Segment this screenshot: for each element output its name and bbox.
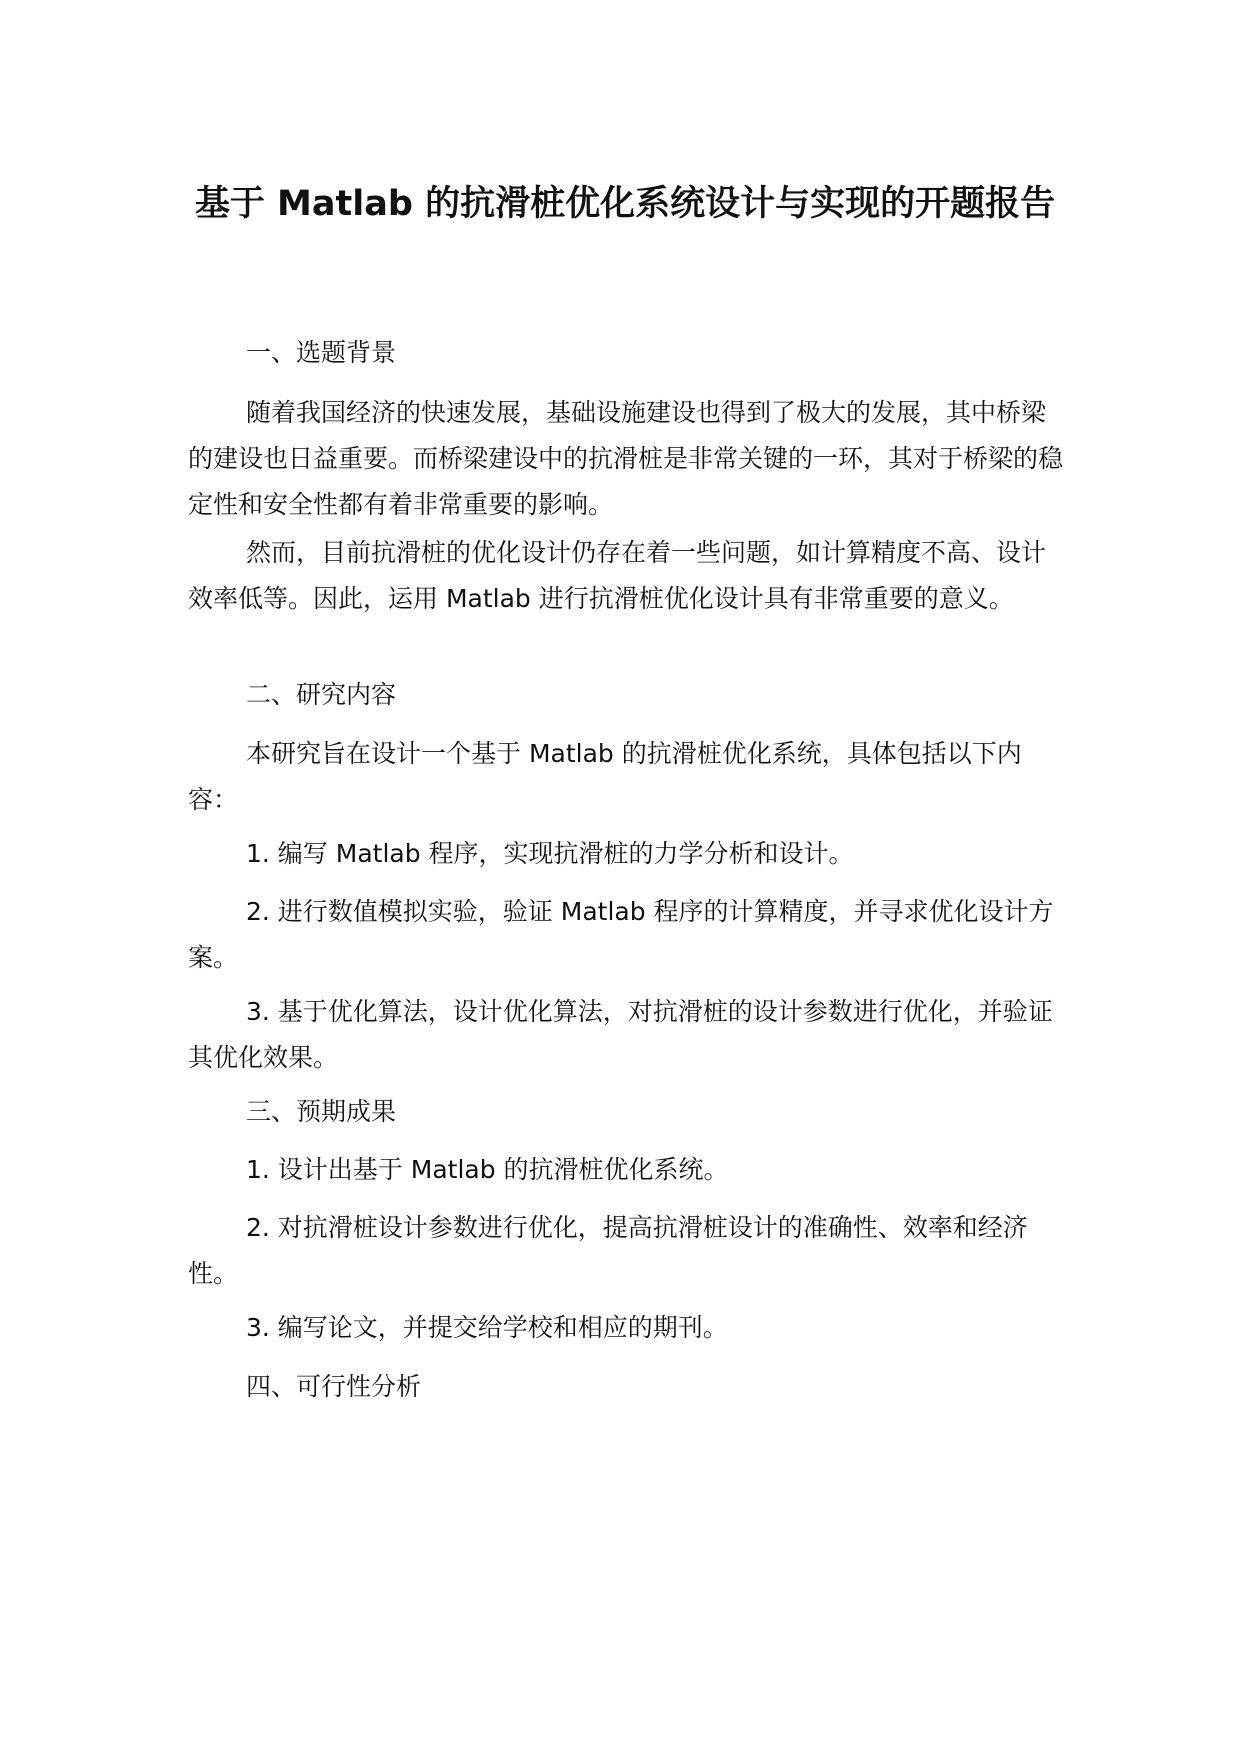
list-item-research-2: 2. 进行数值模拟实验，验证 Matlab 程序的计算精度，并寻求优化设计方案。 xyxy=(188,897,1054,972)
list-item-results-1: 1. 设计出基于 Matlab 的抗滑桩优化系统。 xyxy=(246,1155,729,1184)
paragraph-background-1: 随着我国经济的快速发展，基础设施建设也得到了极大的发展，其中桥梁的建设也日益重要。而桥梁建设中的抗滑桩是非常关键的一环，其对于桥梁的稳定性和安全性都有着非常重要的影响。 xyxy=(188,398,1064,519)
section-heading-expected-results: 三、预期成果 xyxy=(246,1097,397,1126)
section-heading-research-content: 二、研究内容 xyxy=(246,680,397,709)
list-item-research-3: 3. 基于优化算法，设计优化算法，对抗滑桩的设计参数进行优化，并验证其优化效果。 xyxy=(188,997,1053,1072)
paragraph-background-2: 然而，目前抗滑桩的优化设计仍存在着一些问题，如计算精度不高、设计效率低等。因此，运用 Matlab 进行抗滑桩优化设计具有非常重要的意义。 xyxy=(188,538,1047,613)
section-heading-feasibility: 四、可行性分析 xyxy=(246,1372,422,1401)
list-item-results-3: 3. 编写论文，并提交给学校和相应的期刊。 xyxy=(246,1313,728,1342)
document-title: 基于 Matlab 的抗滑桩优化系统设计与实现的开题报告 xyxy=(194,184,1056,224)
list-item-results-2: 2. 对抗滑桩设计参数进行优化，提高抗滑桩设计的准确性、效率和经济性。 xyxy=(188,1213,1028,1288)
paragraph-research-intro: 本研究旨在设计一个基于 Matlab 的抗滑桩优化系统，具体包括以下内容： xyxy=(188,739,1022,814)
section-heading-background: 一、选题背景 xyxy=(246,338,397,367)
list-item-research-1: 1. 编写 Matlab 程序，实现抗滑桩的力学分析和设计。 xyxy=(246,839,854,868)
